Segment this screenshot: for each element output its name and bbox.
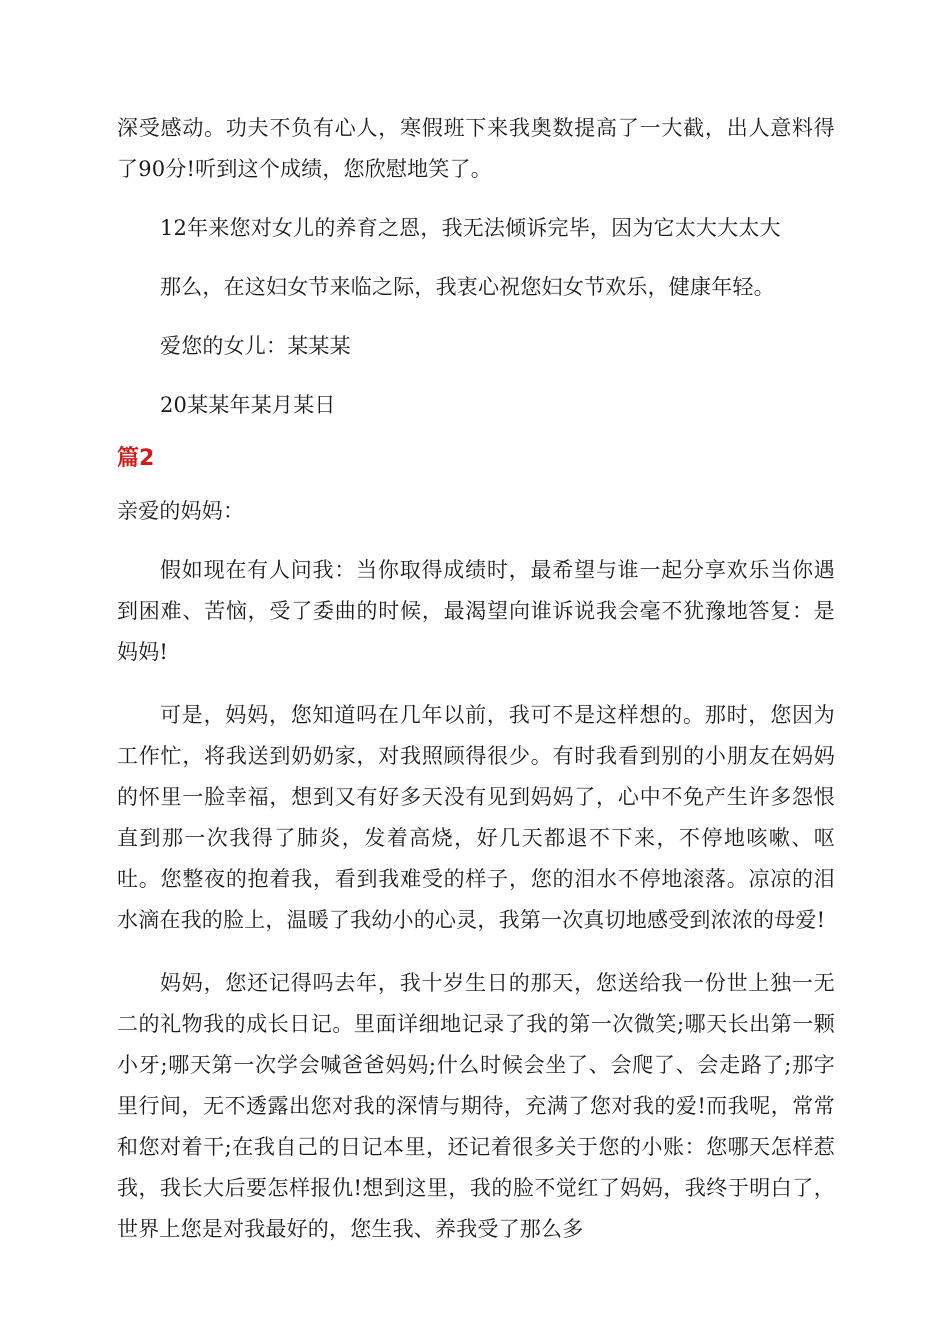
document-body <box>117 108 835 1250</box>
signature: 爱您的女儿：某某某 <box>160 334 351 358</box>
salutation: 亲爱的妈妈： <box>117 499 245 523</box>
section-heading: 篇2 <box>117 446 155 471</box>
body-paragraph-1: 假如现在有人问我：当你取得成绩时，最希望与谁一起分享欢乐当你遇到困难、苦恼，受了委曲的时候，最渴望向谁诉说我会毫不犹豫地答复：是妈妈! <box>117 558 835 664</box>
body-paragraph-3: 妈妈，您还记得吗去年，我十岁生日的那天，您送给我一份世上独一无二的礼物我的成长日记。里面详细地记录了我的第一次微笑;哪天长出第一颗小牙;哪天第一次学会喊爸爸妈妈;什么时候会坐了、会爬了、会走路了;那字里行间，无不透露出您对我的深情与期待，充满了您对我的爱!而我呢，常常和您对着干;在我自己的日记本里，还记着很多关于您的小账：您哪天怎样惹我，我长大后要怎样报仇!想到这里，我的脸不觉红了妈妈，我终于明白了，世界上您是对我最好的，您生我、养我受了那么多 <box>117 971 835 1241</box>
continuation-paragraph: 深受感动。功夫不负有心人，寒假班下来我奥数提高了一大截，出人意料得了90分!听到这个成绩，您欣慰地笑了。 <box>117 116 835 181</box>
date-line: 20某某年某月某日 <box>160 393 336 417</box>
gratitude-paragraph: 12年来您对女儿的养育之恩，我无法倾诉完毕，因为它太大大太大 <box>160 216 781 240</box>
wish-paragraph: 那么，在这妇女节来临之际，我衷心祝您妇女节欢乐，健康年轻。 <box>160 275 775 299</box>
body-paragraph-2: 可是，妈妈，您知道吗在几年以前，我可不是这样想的。那时，您因为工作忙，将我送到奶奶家，对我照顾得很少。有时我看到别的小朋友在妈妈的怀里一脸幸福，想到又有好多天没有见到妈妈了，心中不免产生许多怨恨直到那一次我得了肺炎，发着高烧，好几天都退不下来，不停地咳嗽、呕吐。您整夜的抱着我，看到我难受的样子，您的泪水不停地滚落。凉凉的泪水滴在我的脸上，温暖了我幼小的心灵，我第一次真切地感受到浓浓的母爱! <box>117 703 835 932</box>
